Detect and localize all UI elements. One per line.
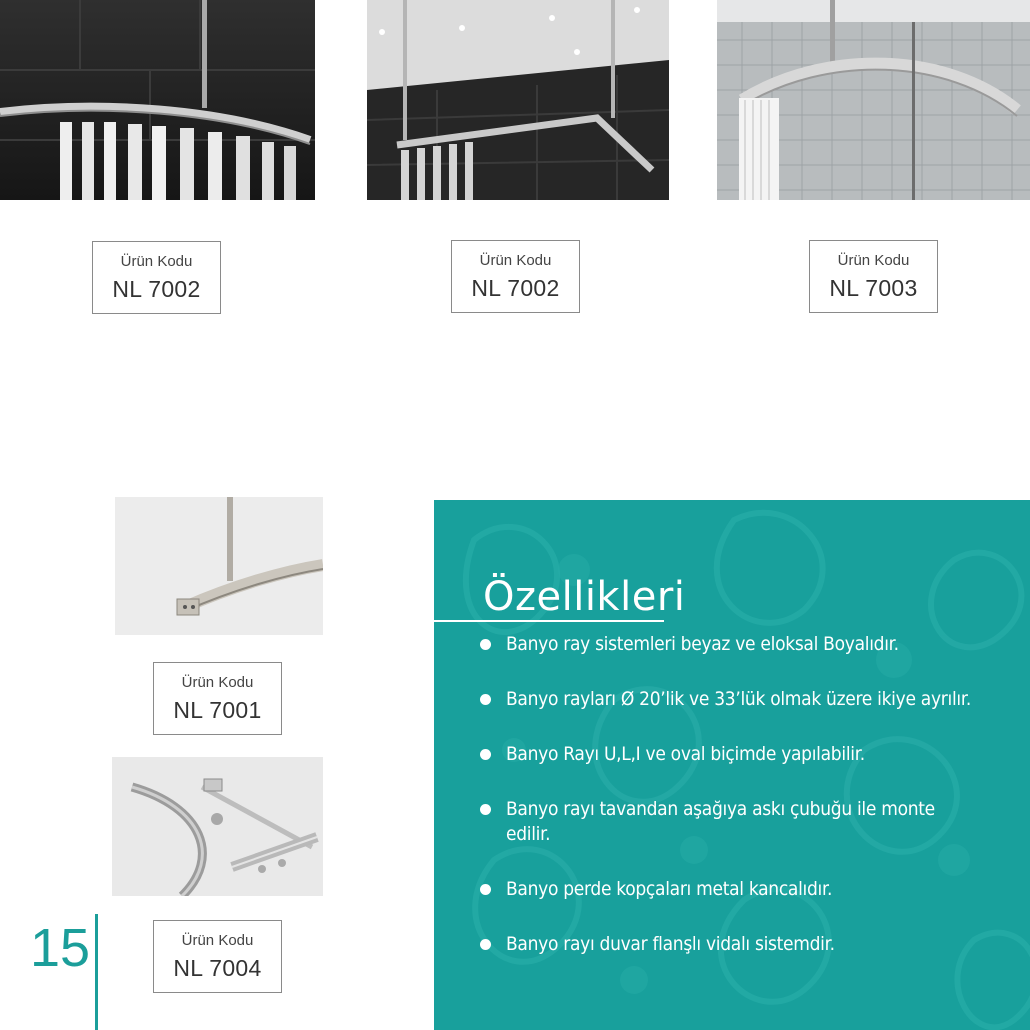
product-code-label: Ürün Kodu	[181, 932, 254, 949]
product-code-value: NL 7002	[112, 276, 201, 302]
feature-text: Banyo ray sistemleri beyaz ve eloksal Boyalıdır.	[506, 633, 899, 655]
feature-item	[478, 742, 978, 767]
feature-item	[478, 632, 978, 657]
product-code-label: Ürün Kodu	[479, 252, 552, 269]
bullet-icon	[480, 749, 491, 760]
features-list	[478, 632, 978, 957]
feature-text: Banyo rayı tavandan aşağıya askı çubuğu ile monte edilir.	[506, 798, 935, 845]
product-code-label: Ürün Kodu	[181, 674, 254, 691]
product-photo-nl7002-curved	[0, 0, 315, 200]
product-code-box-4	[153, 662, 282, 735]
feature-text: Banyo Rayı U,L,I ve oval biçimde yapılabilir.	[506, 743, 865, 765]
bullet-icon	[480, 639, 491, 650]
feature-item	[478, 877, 978, 902]
bullet-icon	[480, 694, 491, 705]
product-code-box-5	[153, 920, 282, 993]
product-photo-nl7002-u-rail	[367, 0, 669, 200]
product-photo-nl7004-parts	[112, 757, 323, 896]
page-number-rule	[95, 914, 98, 1030]
feature-text: Banyo rayları Ø 20’lik ve 33’lük olmak üzere ikiye ayrılır.	[506, 688, 971, 710]
features-title: Özellikleri	[483, 574, 686, 620]
bullet-icon	[480, 804, 491, 815]
product-code-box-1	[92, 241, 221, 314]
product-code-value: NL 7003	[829, 275, 918, 301]
product-code-label: Ürün Kodu	[120, 253, 193, 270]
bullet-icon	[480, 939, 491, 950]
product-code-value: NL 7004	[173, 955, 262, 981]
product-photo-nl7001-detail	[115, 497, 323, 635]
feature-text: Banyo rayı duvar flanşlı vidalı sistemdir.	[506, 933, 835, 955]
feature-item	[478, 797, 978, 847]
feature-item	[478, 687, 978, 712]
features-panel	[434, 500, 1030, 1030]
feature-text: Banyo perde kopçaları metal kancalıdır.	[506, 878, 833, 900]
bullet-icon	[480, 884, 491, 895]
product-code-label: Ürün Kodu	[837, 252, 910, 269]
product-code-box-2	[451, 240, 580, 313]
product-code-value: NL 7001	[173, 697, 262, 723]
product-code-box-3	[809, 240, 938, 313]
feature-item	[478, 932, 978, 957]
page-number: 15	[30, 918, 91, 978]
product-code-value: NL 7002	[471, 275, 560, 301]
product-photo-nl7003-oval	[717, 0, 1030, 200]
features-title-rule	[434, 620, 664, 622]
